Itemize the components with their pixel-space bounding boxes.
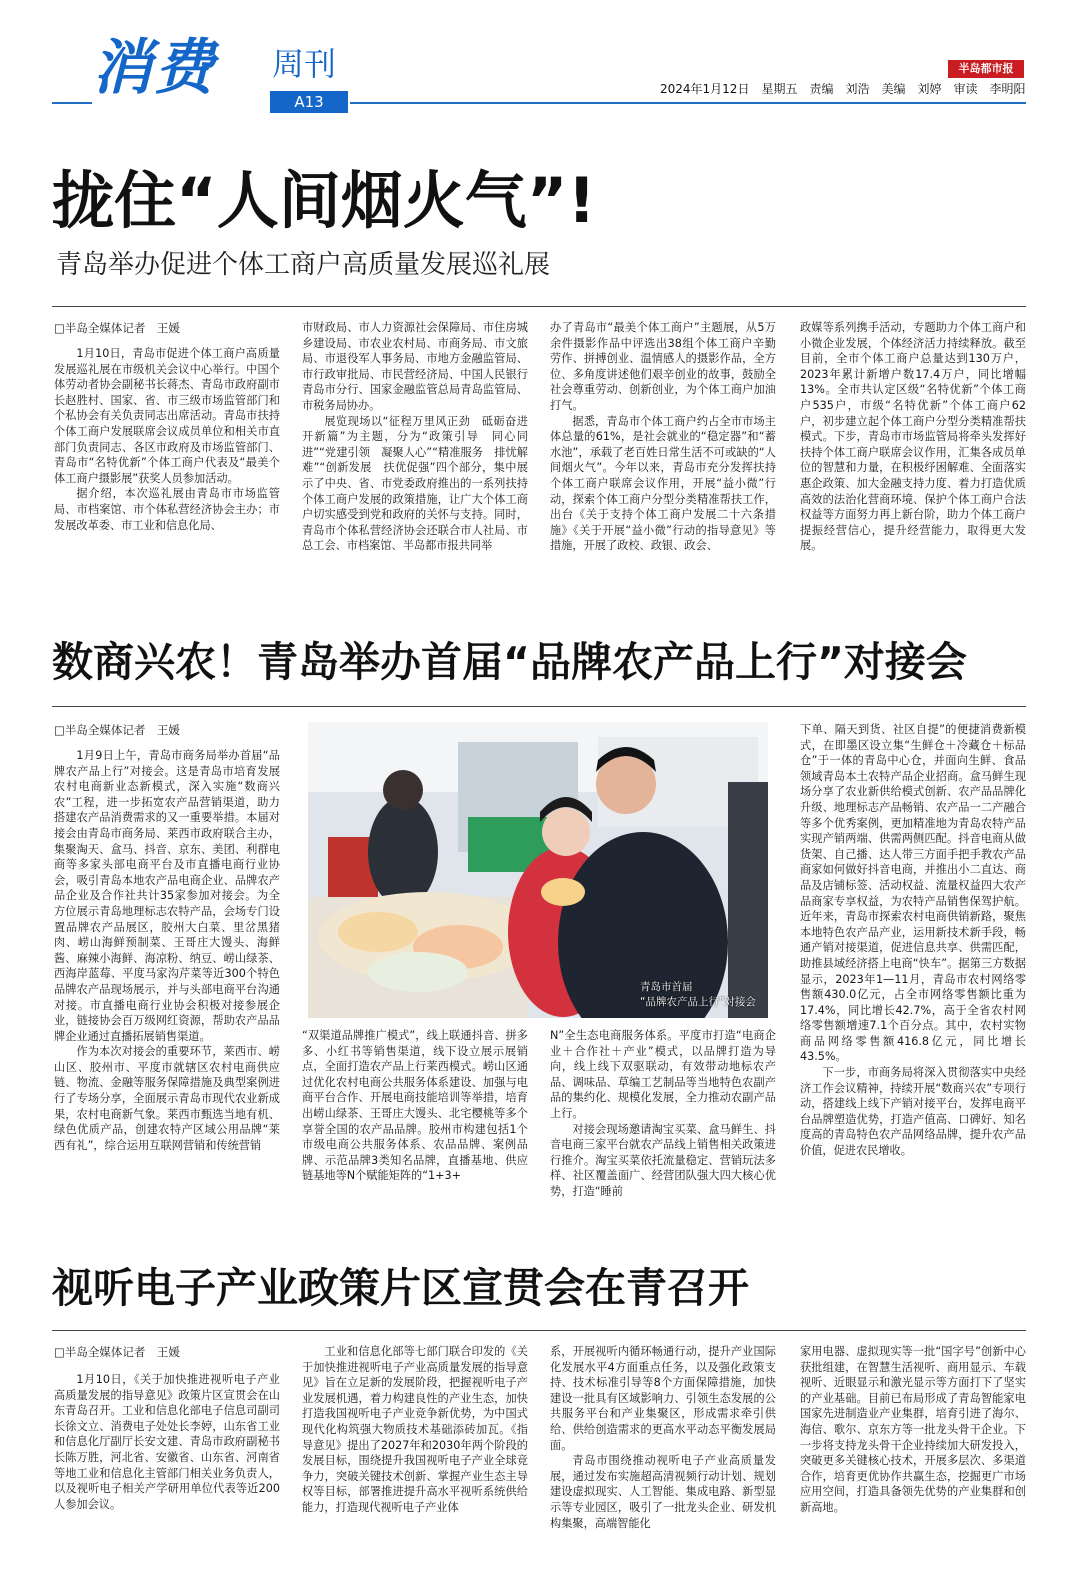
article2-byline: □半岛全媒体记者 王媛 (54, 723, 180, 737)
masthead-subtitle: 周刊 (272, 45, 337, 83)
article3-column-4 (800, 1344, 1026, 1558)
article3-column-1 (54, 1372, 280, 1558)
article1-column-4 (800, 320, 1026, 574)
paragraph: N”全生态电商服务体系。平度市打造“电商企业＋合作社＋产业”模式，以品牌打造为导向，线上线下双驱联动，有效带动地标农产品、调味品、草编工艺制品等当地特色农副产品的集约化、规模化发展，全力推动农副产品上行。 (550, 1029, 776, 1120)
article3-rule (52, 1330, 1026, 1331)
article1-column-1 (54, 346, 280, 574)
paragraph: 系，开展视听内循环畅通行动，提升产业国际化发展水平4方面重点任务，以及强化政策支持、技术标准引导等8个方面保障措施，加快建设一批具有区域影响力、引领生态发展的公共服务平台和产业集聚区，形成需求牵引供给、供给创造需求的更高水平动态平衡发展局面。 (550, 1345, 776, 1452)
paragraph: 据介绍，本次巡礼展由青岛市市场监管局、市档案馆、市个体私营经济协会主办；市发展改革委、市工业和信息化局、 (54, 487, 280, 532)
paragraph: 1月10日，青岛市促进个体工商户高质量发展巡礼展在市级机关会议中心举行。中国个体劳动者协会副秘书长蒋杰、青岛市政府副市长赵胜村、国家、省、市三级市场监管部门和个私协会有关负责同志出席活动。青岛市扶持个体工商户发展联席会议成员单位和相关市直部门负责同志、各区市政府及市场监管部门、青岛市“名特优新”个体工商户代表及“最美个体工商户摄影展”获奖人员参加活动。 (54, 347, 280, 485)
article1-title: 拢住“人间烟火气”! (52, 164, 596, 237)
article2-column-3 (550, 1028, 776, 1216)
article3-column-3 (550, 1344, 776, 1558)
paragraph: 下一步，市商务局将深入贯彻落实中央经济工作会议精神，持续开展“数商兴农”专项行动，搭建线上线下产销对接平台，发挥电商平台品牌塑造优势，打造产值高、口碑好、知名度高的青岛特色农产品网络品牌，提升农产品价值，促进农民增收。 (800, 1066, 1026, 1158)
paragraph: 下单、隔天到货、社区自提”的便捷消费新模式，在即墨区设立集“生鲜仓＋冷藏仓＋标品仓”于一体的青岛中心仓，并面向生鲜、食品领域青岛本土农特产品企业招商。盒马鲜生现场分享了农业新供给模式创新、农产品品牌化升级、地理标志产品畅销、农产品一二产融合等多个优秀案例，更加精准地为青岛农特产品实现产销两端、供需两侧匹配。抖音电商从做货架、自己播、达人带三方面手把手教农产品商家如何做好抖音电商，并推出小二直达、商品及店铺标签、活动权益、流量权益四大农产品商家专享权益，为农特产品销售保驾护航。近年来，青岛市探索农村电商供销新路，聚焦本地特色农产品产业，运用新技术新手段，畅通产销对接渠道，促进信息共享、供需匹配，助推县域经济搭上电商“快车”。据第三方数据显示，2023年1—11月，青岛市农村网络零售额430.0亿元，占全市网络零售额比重为17.4%，同比增长42.7%，高于全省农村网络零售额增速7.1个百分点。其中，农村实物商品网络零售额416.8亿元，同比增长43.5%。 (800, 723, 1026, 1064)
paragraph: 1月10日，《关于加快推进视听电子产业高质量发展的指导意见》政策片区宣贯会在山东青岛召开。工业和信息化部电子信息司副司长徐文立、消费电子处处长李婷，山东省工业和信息化厅副厅长安文建、青岛市政府副秘书长陈万胜，河北省、安徽省、山东省、河南省等地工业和信息化主管部门相关业务负责人，以及视听电子相关产学研用单位代表等近200人参加会议。 (54, 1373, 280, 1511)
news-photo (308, 722, 768, 1018)
masthead-rule-right (350, 102, 1026, 104)
newspaper-logo: 半岛都市报 (948, 60, 1024, 78)
paragraph: 1月9日上午，青岛市商务局举办首届“品牌农产品上行”对接会。这是青岛市培育发展农村电商新业态新模式，深入实施“数商兴农”工程，进一步拓宽农产品营销渠道，助力搭建农产品消费需求的又一重要举措。本届对接会由青岛市商务局、莱西市政府联合主办，集聚淘天、盒马、抖音、京东、美团、利群电商等多家头部电商平台及市直播电商行业协会，吸引青岛本地农产品电商企业、品牌农产品企业及合作社共计35家参加对接会。为全方位展示青岛地理标志农特产品，会场专门设置品牌农产品展区，胶州大白菜、里岔黑猪肉、崂山海鲜预制菜、王哥庄大馒头、海鲜酱、麻辣小海鲜、海凉粉、纳豆、崂山绿茶、西海岸蓝莓、平度马家沟芹菜等近300个特色品牌农产品现场展示，并与头部电商平台沟通对接。市直播电商行业协会积极对接参展企业，链接协会百万级网红资源，帮助农产品品牌企业通过直播拓展销售渠道。 (54, 749, 280, 1043)
article3-column-2 (302, 1344, 528, 1558)
page-number-badge: A13 (270, 91, 348, 113)
article1-column-3 (550, 320, 776, 574)
article3-byline: □半岛全媒体记者 王媛 (54, 1345, 180, 1359)
photo-caption-line: 青岛市首届 (640, 981, 693, 993)
paragraph: 展览现场以“征程万里风正劲 砥砺奋进开新篇”为主题，分为“政策引导 同心同进”“党建引领 凝聚人心”“精准服务 排忧解难”“创新发展 扶优促强”四个部分，集中展示了中央、省、市党委政府推出的一系列扶持个体工商户发展的政策措施，让广大个体工商户切实感受到党和政府的关怀与支持。同时，青岛市个体私营经济协会还联合市人社局、市总工会、市档案馆、半岛都市报共同举 (302, 414, 528, 553)
article1-byline: □半岛全媒体记者 王媛 (54, 321, 180, 335)
photo-caption (640, 980, 756, 1010)
paragraph: 政媒等系列携手活动，专题助力个体工商户和小微企业发展，个体经济活力持续释放。截至目前，全市个体工商户总量达到130万户，2023年累计新增户数17.4万户，同比增幅13%。全市共认定区级“名特优新”个体工商户535户，市级“名特优新”个体工商户62户，初步建立起个体工商户分型分类精准帮扶模式。下步，青岛市市场监管局将牵头发挥好扶持个体工商户联席会议作用，汇集各成员单位的智慧和力量，在积极纾困解难、全面落实惠企政策、加大金融支持力度、着力打造优质高效的法治化营商环境、保护个体工商户合法权益等方面努力再上新台阶，助力个体工商户提振经营信心，提升经营能力，取得更大发展。 (800, 321, 1026, 553)
paragraph: 市财政局、市人力资源社会保障局、市住房城乡建设局、市农业农村局、市商务局、市文旅局、市退役军人事务局、市地方金融监管局、市行政审批局、市民营经济局、中国人民银行青岛市分行、国家金融监管总局青岛监管局、市税务局协办。 (302, 321, 528, 412)
article3-title: 视听电子产业政策片区宣贯会在青召开 (52, 1264, 749, 1312)
issue-info: 2024年1月12日 星期五 责编 刘浩 美编 刘婷 审读 李明阳 (660, 82, 1026, 96)
paragraph: 办了青岛市“最美个体工商户”主题展，从5万余件摄影作品中评选出38组个体工商户辛勤劳作、拼搏创业、温情感人的摄影作品，全方位、多角度讲述他们艰辛创业的故事，鼓励全社会尊重劳动、创新创业，为个体工商户加油打气。 (550, 321, 776, 412)
article2-column-2 (302, 1028, 528, 1216)
article1-rule (52, 306, 1026, 307)
photo-illustration (308, 722, 768, 1018)
photo-caption-line: “品牌农产品上行”对接会 (640, 996, 756, 1008)
paragraph: 工业和信息化部等七部门联合印发的《关于加快推进视听电子产业高质量发展的指导意见》旨在立足新的发展阶段，把握视听电子产业发展机遇，着力构建良性的产业生态，加快打造我国视听电子产业竞争新优势，为中国式现代化构筑强大物质技术基础添砖加瓦。《指导意见》提出了2027年和2030年两个阶段的发展目标，围绕提升我国视听电子产业全球竞争力，突破关键技术创新、掌握产业生态主导权等目标，部署推进提升高水平视听系统供给能力，打造现代视听电子产业体 (302, 1345, 528, 1514)
paragraph: 青岛市围绕推动视听电子产业高质量发展，通过发布实施超高清视频行动计划、规划建设虚拟现实、人工智能、集成电路、新型显示等专业园区，吸引了一批龙头企业、研发机构集聚，高端智能化 (550, 1454, 776, 1530)
article2-column-4 (800, 722, 1026, 1216)
paragraph: 对接会现场邀请淘宝买菜、盒马鲜生、抖音电商三家平台就农产品线上销售相关政策进行推介。淘宝买菜依托流量稳定、营销玩法多样、社区覆盖面广、经营团队强大四大核心优势，打造“睡前 (550, 1122, 776, 1198)
paragraph: 家用电器、虚拟现实等一批“国字号”创新中心获批组建，在智慧生活视听、商用显示、车载视听、近眼显示和激光显示等方面打下了坚实的产业基础。目前已布局形成了青岛智能家电国家先进制造业产业集群，培育引进了海尔、海信、歌尔、京东方等一批龙头骨干企业。下一步将支持龙头骨干企业持续加大研发投入，突破更多关键核心技术，开展多层次、多渠道合作，培育更优协作共赢生态，挖掘更广市场应用空间，打造具备领先优势的产业集群和创新高地。 (800, 1345, 1026, 1514)
paragraph: 据悉，青岛市个体工商户约占全市市场主体总量的61%，是社会就业的“稳定器”和“蓄水池”，承载了老百姓日常生活不可或缺的“人间烟火气”。今年以来，青岛市充分发挥扶持个体工商户联席会议作用，开展“益小微”行动，探索个体工商户分型分类精准帮扶工作，出台《关于支持个体工商户发展二十六条措施》《关于开展“益小微”行动的指导意见》等措施，开展了政校、政银、政会、 (550, 414, 776, 553)
masthead-rule-left (52, 102, 92, 104)
article1-column-2 (302, 320, 528, 574)
paragraph: 作为本次对接会的重要环节，莱西市、崂山区、胶州市、平度市就辖区农村电商供应链、物流、金融等服务保障措施及典型案例进行了专场分享，全面展示青岛市现代农业新成果，农村电商新气象。莱西市甄选当地有机、绿色优质产品，创建农特产区域公用品牌“莱西有礼”，综合运用互联网营销和传统营销 (54, 1045, 280, 1152)
masthead-title: 消费 (92, 33, 216, 103)
article2-title: 数商兴农！青岛举办首届“品牌农产品上行”对接会 (52, 638, 967, 686)
article2-rule (52, 706, 1026, 707)
article2-column-1 (54, 748, 280, 1216)
paragraph: “双渠道品牌推广模式”，线上联通抖音、拼多多、小红书等销售渠道，线下设立展示展销点，全面打造农产品上行莱西模式。崂山区通过优化农村电商公共服务体系建设、加强与电商平台合作、开展电商技能培训等举措，培育出崂山绿茶、王哥庄大馒头、北宅樱桃等多个享誉全国的农产品品牌。胶州市构建包括1个市级电商公共服务体系、农品品牌、案例品牌、示范品牌3类知名品牌，直播基地、供应链基地等N个赋能矩阵的“1+3+ (302, 1029, 528, 1183)
article1-subtitle: 青岛举办促进个体工商户高质量发展巡礼展 (56, 250, 551, 280)
